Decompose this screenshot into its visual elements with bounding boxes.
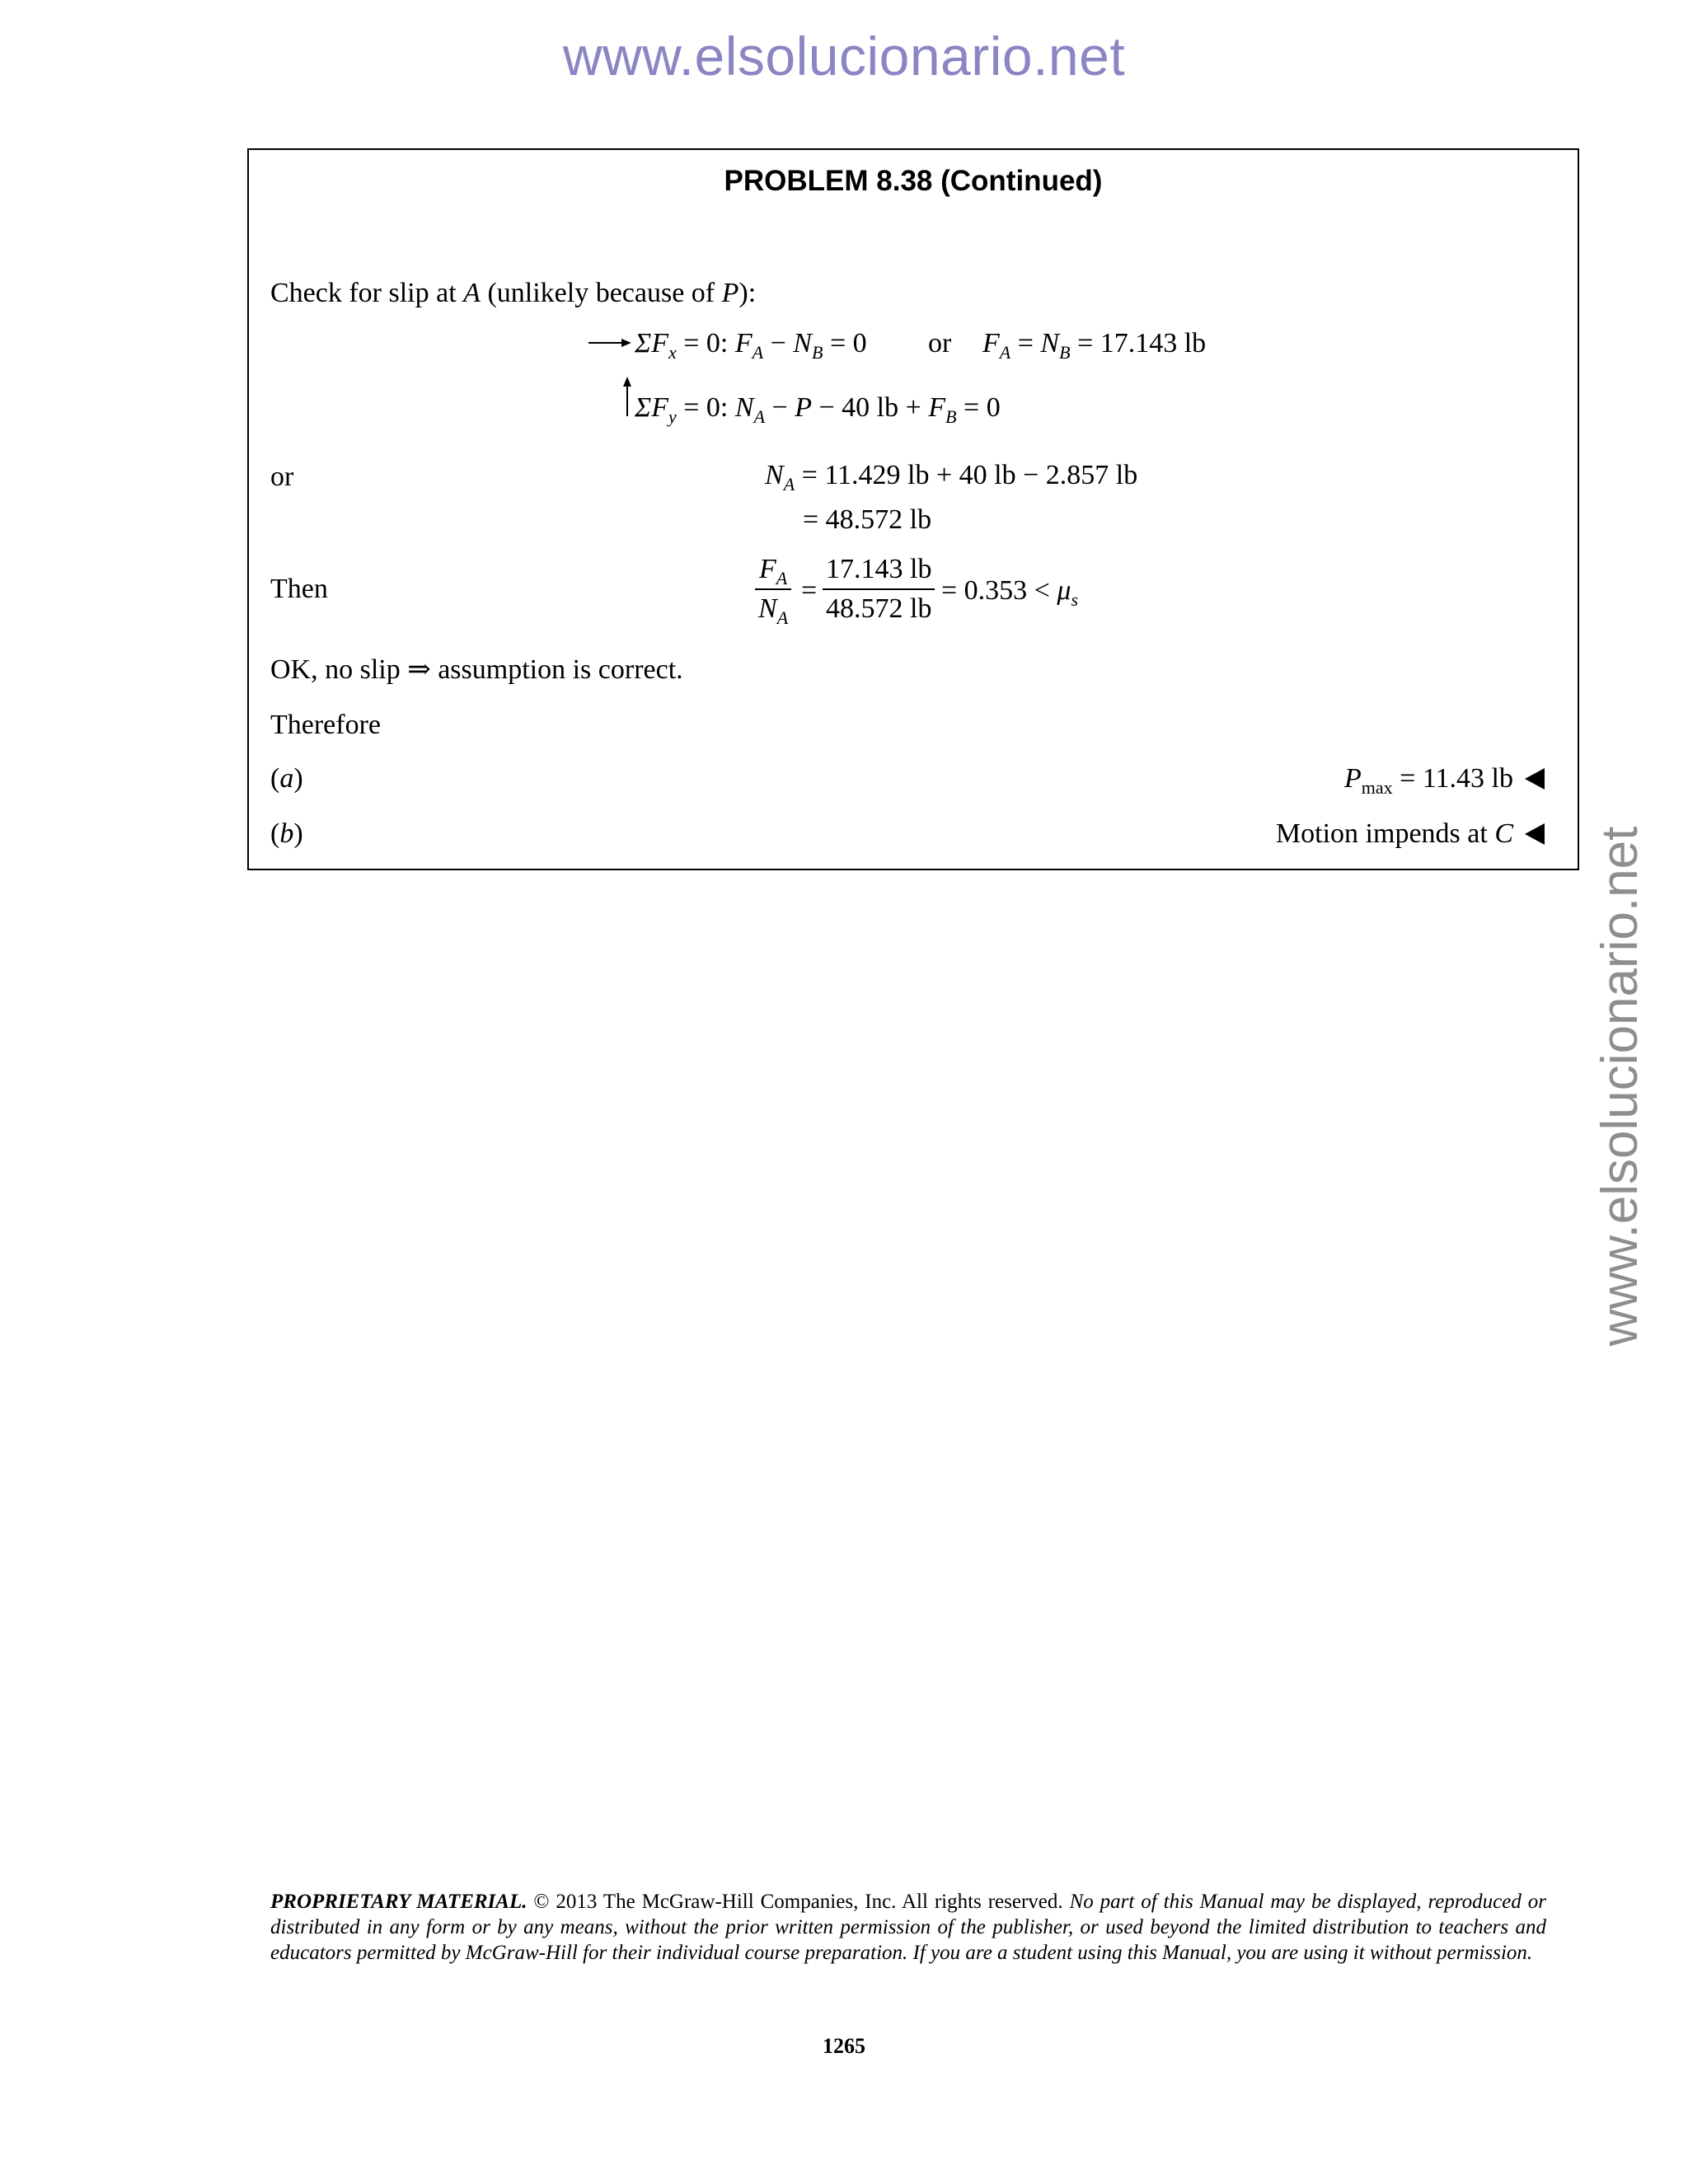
sum-fx-f: F [734,328,753,359]
check-var-a: A [463,278,481,308]
ratio-mu: μ [1057,575,1071,606]
fa-nb-f: F [982,328,1000,359]
fraction-fa-na [755,554,791,628]
ratio-mu-sub: s [1071,589,1078,610]
sum-fx-minus: − [763,328,794,359]
solution-box [247,148,1579,870]
footer-bold: PROPRIETARY MATERIAL. [270,1891,528,1913]
sum-fx-fa-sub: A [752,342,764,363]
sum-fx-or: or [928,328,952,359]
answer-a-rhs: = 11.43 lb [1392,763,1513,794]
answer-b [1276,820,1545,848]
part-b-label: (b) [270,818,303,849]
sum-fy-n: N [734,392,754,423]
therefore-label: Therefore [270,710,382,740]
check-text-a: Check for slip at [270,278,464,308]
ratio-num-sub: A [776,568,788,588]
answer-marker-icon [1525,823,1545,845]
sum-fy-p: P [795,392,812,423]
footer-italic: No part of this Manual may be displayed, reproduced or distributed in any form or by any means, without the prior written permission of the publisher, or used beyond the limited distribution to teachers and educators permitted by McGraw-Hill for their individual course preparation. If you are a student using this Manual, you are using it without permission. [270,1891,1546,1964]
sum-fy-f: F [928,392,946,423]
ratio-den-n: N [758,593,777,624]
watermark-top: www.elsolucionario.net [562,26,1126,87]
na-n: N [765,460,784,490]
footer-normal: © 2013 The McGraw-Hill Companies, Inc. All rights reserved. [527,1891,1070,1913]
page-number: 1265 [823,2034,865,2058]
ratio-den-sub: A [776,607,789,628]
fa-nb-nb-sub: B [1059,342,1071,363]
sum-fx-n: N [793,328,812,359]
sum-fx-eq: = 0: [676,328,735,359]
answer-b-text: Motion impends at [1275,818,1495,849]
sum-fy-zero: = 0 [956,392,1001,423]
or-label: or [270,462,294,492]
sum-fy-fb-sub: B [945,406,957,427]
fraction-fa-na-denominator [755,588,791,628]
na-sub: A [783,474,795,494]
fraction-values-denominator: 48.572 lb [823,588,935,623]
check-slip-line [270,279,756,307]
fraction-fa-na-numerator [755,555,791,588]
fa-nb-value: = 17.143 lb [1070,328,1207,359]
check-text-c: ): [738,278,757,308]
equation-sum-fx [635,328,867,363]
sum-fy-rest: − 40 lb + [811,392,929,423]
equation-fa-nb [982,328,1207,363]
sum-fx-nb-sub: B [811,342,823,363]
sum-fx-zero: = 0 [823,328,867,359]
check-text-b: (unlikely because of [480,278,722,308]
arrow-up-icon [621,377,633,416]
check-var-p: P [721,278,739,308]
part-b-letter: b [279,818,294,849]
na-rhs: = 11.429 lb + 40 lb − 2.857 lb [795,460,1138,490]
arrow-right-icon [588,337,631,349]
answer-a [1343,763,1545,798]
sum-fy-sub: y [668,406,677,427]
na-line-2: = 48.572 lb [803,504,932,535]
then-label: Then [270,574,328,604]
ratio-eq-sign: = [801,575,818,606]
answer-a-p: P [1343,763,1362,794]
na-line-1 [765,460,1138,494]
sum-fy-eq: = 0: [676,392,735,423]
problem-title: PROBLEM 8.38 (Continued) [724,165,1103,197]
part-a-label: (a) [270,763,303,794]
fa-nb-n: N [1040,328,1060,359]
answer-b-c: C [1494,818,1513,849]
sum-fy-mid: − [765,392,795,423]
part-a-letter: a [279,763,294,794]
ratio-result-value: = 0.353 < [941,575,1050,606]
fa-nb-fa-sub: A [999,342,1011,363]
ratio-result [941,575,1078,610]
sum-fx-sub: x [668,342,677,363]
watermark-side: www.elsolucionario.net [1592,826,1648,1347]
answer-a-sub: max [1361,777,1393,798]
answer-marker-icon [1525,768,1545,790]
sum-fy-na-sub: A [753,406,766,427]
fraction-values [823,555,935,623]
fa-nb-eq: = [1010,328,1041,359]
proprietary-footer [270,1889,1546,1966]
equation-sum-fy [635,392,1001,427]
sum-fx-sigma: ΣF [635,328,668,359]
fraction-values-numerator: 17.143 lb [826,554,932,584]
ok-no-slip-line: OK, no slip ⇒ assumption is correct. [270,654,683,685]
sum-fy-sigma: ΣF [635,392,668,423]
ratio-num-f: F [758,554,776,584]
